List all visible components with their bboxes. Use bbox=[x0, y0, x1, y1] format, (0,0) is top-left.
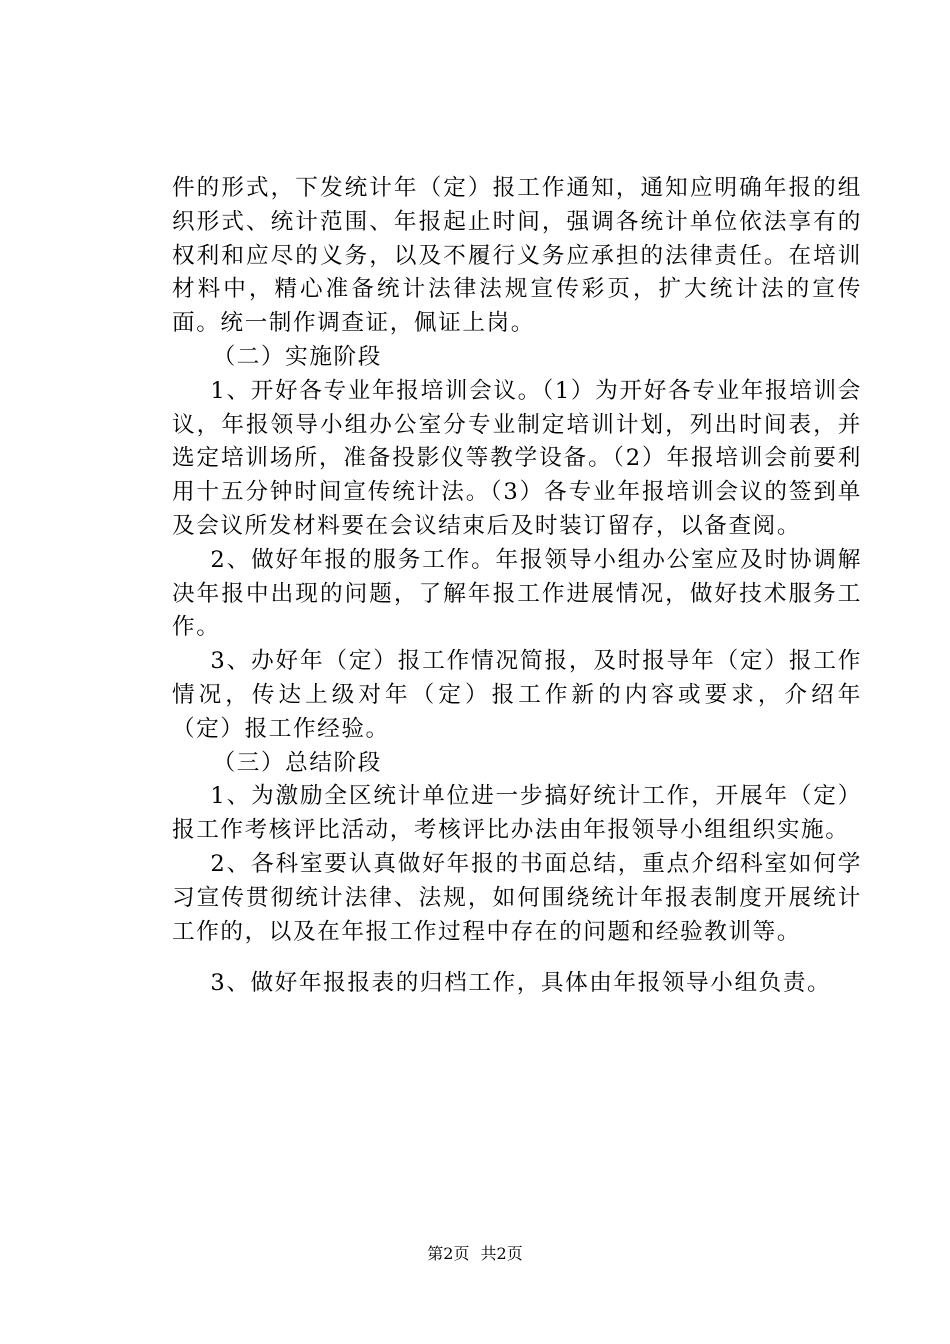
paragraph-service-work: 2、做好年报的服务工作。年报领导小组办公室应及时协调解决年报中出现的问题，了解年报工作进展情况，做好技术服务工作。 bbox=[172, 546, 862, 641]
paragraph-evaluation: 1、为激励全区统计单位进一步搞好统计工作，开展年（定）报工作考核评比活动，考核评比办法由年报领导小组组织实施。 bbox=[172, 783, 862, 844]
paragraph-continuation: 件的形式，下发统计年（定）报工作通知，通知应明确年报的组织形式、统计范围、年报起止时间，强调各统计单位依法享有的权利和应尽的义务，以及不履行义务应承担的法律责任。在培训材料中，精心准备统计法律法规宣传彩页，扩大统计法的宣传面。统一制作调查证，佩证上岗。 bbox=[172, 175, 862, 337]
section-heading-implementation: （二）实施阶段 bbox=[212, 343, 382, 370]
paragraph-training-meetings: 1、开好各专业年报培训会议。（1）为开好各专业年报培训会议，年报领导小组办公室分专业制定培训计划，列出时间表，并选定培训场所，准备投影仪等教学设备。（2）年报培训会前要利用十五分钟时间宣传统计法。（3）各专业年报培训会议的签到单及会议所发材料要在会议结束后及时装订留存，以备查阅。 bbox=[172, 377, 862, 539]
page-total: 共2页 bbox=[480, 1244, 523, 1263]
document-body bbox=[172, 172, 862, 1001]
paragraph-written-summary: 2、各科室要认真做好年报的书面总结，重点介绍科室如何学习宣传贯彻统计法律、法规，如何围绕统计年报表制度开展统计工作的，以及在年报工作过程中存在的问题和经验教训等。 bbox=[172, 850, 862, 945]
page-number: 第2页 bbox=[427, 1244, 470, 1263]
section-heading-summary: （三）总结阶段 bbox=[212, 749, 382, 776]
paragraph-archiving: 3、做好年报报表的归档工作，具体由年报领导小组负责。 bbox=[210, 970, 832, 997]
paragraph-bulletin: 3、办好年（定）报工作情况简报，及时报导年（定）报工作情况，传达上级对年（定）报工作新的内容或要求，介绍年（定）报工作经验。 bbox=[172, 648, 862, 742]
page-footer bbox=[0, 1244, 950, 1264]
